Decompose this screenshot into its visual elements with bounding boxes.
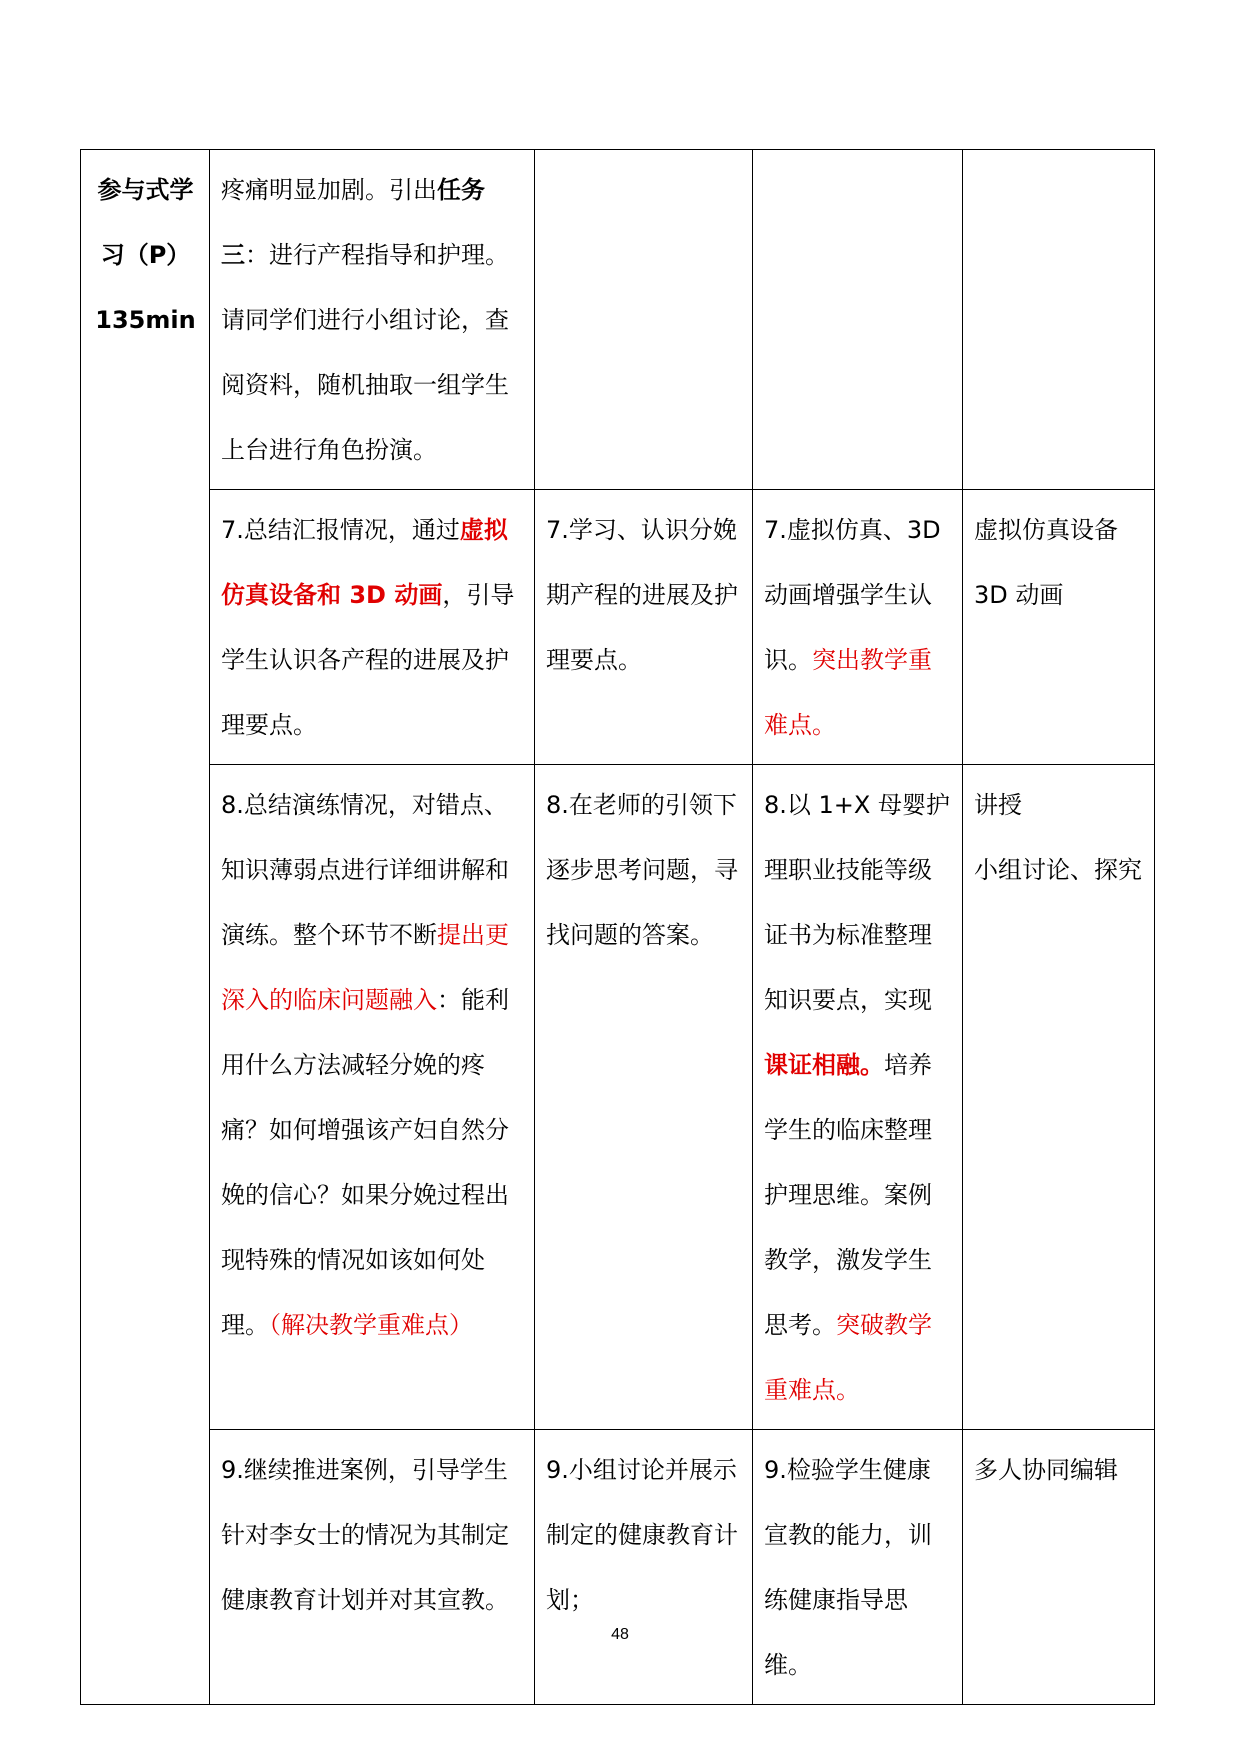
stage-line: 习（P）	[100, 241, 191, 269]
teacher-activity-cell: 8.总结演练情况，对错点、知识薄弱点进行详细讲解和演练。整个环节不断提出更深入的临床问题融入：能利用什么方法减轻分娩的疼痛？如何增强该产妇自然分娩的信心？如果分娩过程出现特殊的情况如该如何处理。（解决教学重难点）	[210, 765, 535, 1430]
method-cell	[963, 150, 1155, 490]
stage-line: 参与式学	[97, 176, 194, 204]
design-intent-cell	[753, 150, 963, 490]
table-row	[81, 490, 1155, 765]
student-activity-cell: 9.小组讨论并展示制定的健康教育计划；	[535, 1430, 753, 1705]
student-activity-cell: 7.学习、认识分娩期产程的进展及护理要点。	[535, 490, 753, 765]
teacher-activity-cell: 疼痛明显加剧。引出任务三：进行产程指导和护理。请同学们进行小组讨论，查阅资料，随机抽取一组学生上台进行角色扮演。	[210, 150, 535, 490]
method-cell: 虚拟仿真设备 3D 动画	[963, 490, 1155, 765]
table-row	[81, 765, 1155, 1430]
design-intent-cell: 7.虚拟仿真、3D 动画增强学生认识。突出教学重难点。	[753, 490, 963, 765]
table-row	[81, 150, 1155, 490]
stage-cell	[81, 150, 210, 1705]
design-intent-cell: 8.以 1+X 母婴护理职业技能等级证书为标准整理知识要点，实现课证相融。培养学生的临床整理护理思维。案例教学，激发学生思考。突破教学重难点。	[753, 765, 963, 1430]
method-cell: 讲授 小组讨论、探究	[963, 765, 1155, 1430]
design-intent-cell: 9.检验学生健康宣教的能力，训练健康指导思维。	[753, 1430, 963, 1705]
method-cell: 多人协同编辑	[963, 1430, 1155, 1705]
table-row	[81, 1430, 1155, 1705]
page-number: 48	[611, 1626, 629, 1643]
teacher-activity-cell: 7.总结汇报情况，通过虚拟仿真设备和 3D 动画，引导学生认识各产程的进展及护理要点。	[210, 490, 535, 765]
teacher-activity-cell: 9.继续推进案例，引导学生针对李女士的情况为其制定健康教育计划并对其宣教。	[210, 1430, 535, 1705]
stage-duration: 135min	[95, 306, 196, 334]
student-activity-cell	[535, 150, 753, 490]
lesson-plan-table	[80, 149, 1155, 1705]
student-activity-cell: 8.在老师的引领下逐步思考问题，寻找问题的答案。	[535, 765, 753, 1430]
